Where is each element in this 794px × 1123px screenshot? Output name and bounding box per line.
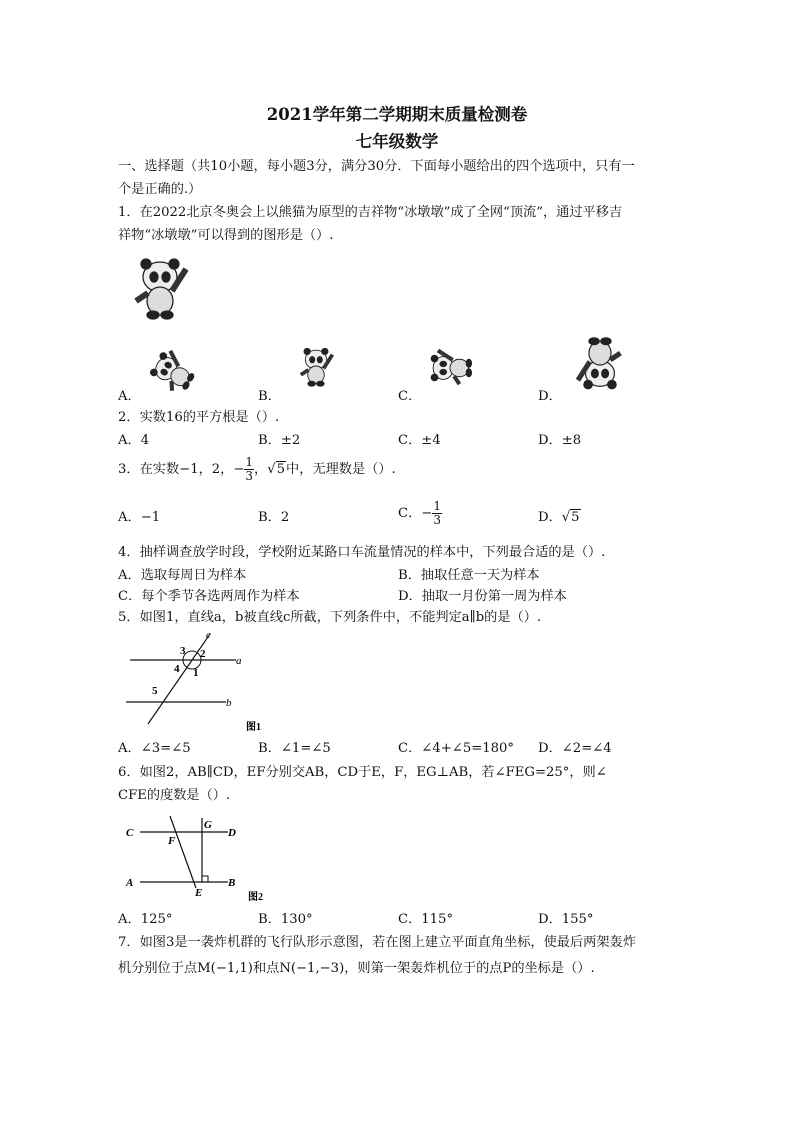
svg-text:C: C (126, 827, 134, 839)
q4-option-b[interactable]: B．抽取任意一天为样本 (398, 568, 540, 583)
svg-text:G: G (204, 819, 212, 831)
svg-text:F: F (168, 835, 176, 847)
q6-stem-line2: CFE的度数是（）. (118, 788, 231, 803)
q3-stem-pre: 3．在实数−1，2，− (118, 462, 245, 477)
svg-text:B: B (228, 877, 236, 889)
q4-option-d[interactable]: D．抽取一月份第一周为样本 (398, 589, 567, 604)
option-d-panda-icon (562, 328, 638, 402)
q6-stem-line1: 6．如图2，AB∥CD，EF分别交AB，CD于E，F，EG⊥AB，若∠FEG=25°，则∠ (118, 765, 607, 780)
figure-2-diagram (118, 812, 278, 904)
q1-stem-line1: 1．在2022北京冬奥会上以熊猫为原型的吉祥物“冰墩墩”成了全网“顶流”，通过平移吉 (118, 205, 623, 220)
q2-option-c[interactable]: C．±4 (398, 433, 441, 448)
exam-title: 2021学年第二学期期末质量检测卷 (266, 105, 528, 124)
q4-option-c[interactable]: C．每个季节各选两周作为样本 (118, 589, 300, 604)
q3-option-b[interactable]: B．2 (258, 510, 290, 525)
q5-option-d[interactable]: D．∠2=∠4 (538, 741, 612, 756)
q4-stem: 4．抽样调查放学时段，学校附近某路口车流量情况的样本中，下列最合适的是（）. (118, 545, 606, 560)
svg-text:1: 1 (193, 667, 199, 679)
option-a-panda-icon (140, 340, 204, 404)
svg-text:2: 2 (200, 648, 206, 660)
svg-text:5: 5 (152, 685, 158, 697)
q7-stem-line2: 机分别位于点M(−1,1)和点N(−1,−3)，则第一架轰炸机位于的点P的坐标是（）. (118, 961, 595, 976)
q6-option-c[interactable]: C．115° (398, 912, 454, 927)
q4-option-a[interactable]: A．选取每周日为样本 (118, 568, 247, 583)
fig2-caption: 图2 (248, 892, 263, 903)
fig1-label-b: b (226, 697, 232, 709)
q6-option-b[interactable]: B．130° (258, 912, 313, 927)
q6-option-d[interactable]: D．155° (538, 912, 594, 927)
figure-1-diagram (118, 630, 278, 735)
q3-option-a[interactable]: A．−1 (118, 510, 161, 525)
q3-stem: 3．在实数−1，2，− $\frac{1}{3}$ ，√5中，无理数是（）. (118, 455, 396, 483)
q1-option-a[interactable]: A． (118, 389, 141, 404)
panda-mascot-icon (122, 250, 198, 324)
q3-stem-post: 中，无理数是（）. (286, 462, 396, 477)
q7-stem-line1: 7．如图3是一袭炸机群的飞行队形示意图，若在图上建立平面直角坐标，使最后两架轰炸 (118, 935, 636, 950)
svg-text:D: D (228, 827, 236, 839)
svg-text:A: A (126, 877, 134, 889)
q2-option-a[interactable]: A．4 (118, 433, 150, 448)
q2-option-d[interactable]: D．±8 (538, 433, 582, 448)
option-c-panda-icon (418, 336, 482, 400)
svg-text:3: 3 (180, 645, 186, 657)
q5-option-b[interactable]: B．∠1=∠5 (258, 741, 331, 756)
q3-option-c[interactable]: C．− $\frac{1}{3}$ (398, 499, 441, 527)
section-header-line1: 一、选择题（共10小题，每小题3分，满分30分．下面每小题给出的四个选项中，只有一 (118, 159, 635, 174)
q5-option-a[interactable]: A．∠3=∠5 (118, 741, 191, 756)
q1-stem-line2: 祥物“冰墩墩”可以得到的图形是（）. (118, 228, 334, 243)
svg-text:E: E (195, 887, 203, 899)
q1-option-d[interactable]: D． (538, 389, 562, 404)
fig1-caption: 图1 (246, 722, 261, 733)
svg-text:4: 4 (174, 663, 180, 675)
fig1-label-a: a (236, 655, 242, 667)
q1-option-c[interactable]: C． (398, 389, 422, 404)
option-b-panda-icon (286, 336, 346, 396)
q2-stem: 2．实数16的平方根是（）. (118, 410, 280, 425)
q3-option-d[interactable]: D．√5 (538, 510, 580, 525)
q5-option-c[interactable]: C．∠4+∠5=180° (398, 741, 515, 756)
q6-option-a[interactable]: A．125° (118, 912, 173, 927)
q1-option-b[interactable]: B． (258, 389, 281, 404)
fig1-label-c: c (206, 630, 211, 641)
q5-stem: 5．如图1，直线a，b被直线c所截，下列条件中，不能判定a∥b的是（）. (118, 610, 542, 625)
q2-option-b[interactable]: B．±2 (258, 433, 301, 448)
q3-radicand: 5 (276, 462, 286, 477)
section-header-line2: 个是正确的.） (118, 182, 202, 197)
exam-subtitle: 七年级数学 (355, 132, 439, 151)
q3-fraction: $\frac{1}{3}$ (245, 455, 254, 483)
